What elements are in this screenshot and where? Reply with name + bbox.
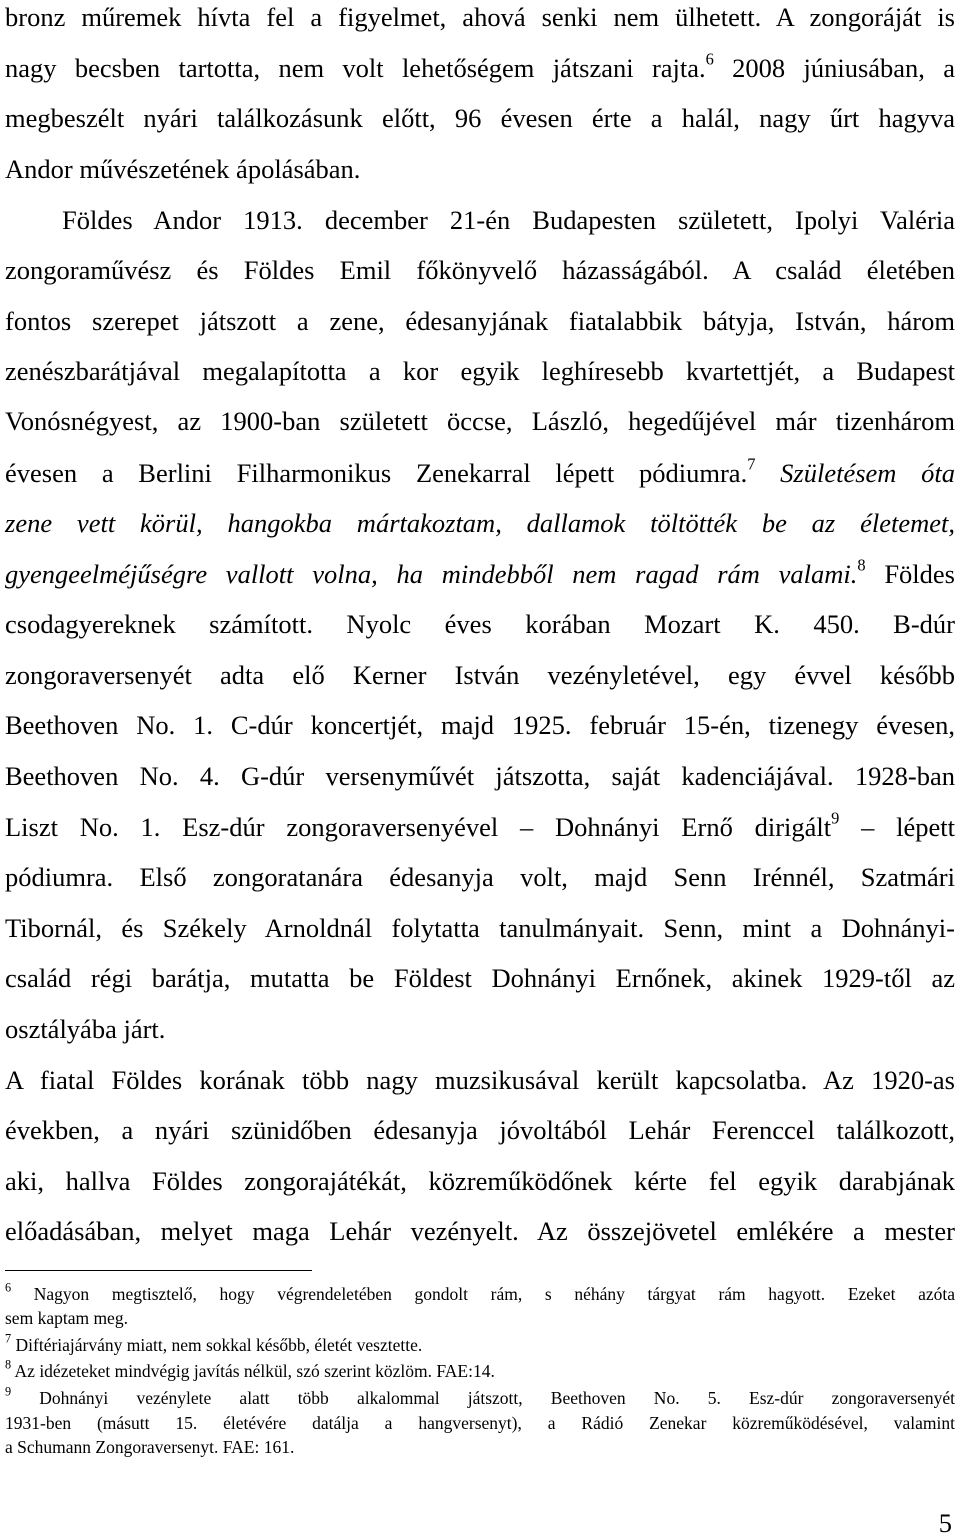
body-line [5, 406, 955, 436]
body-line [5, 356, 955, 386]
italic-quote: gyengeelméjűségre vallott volna, ha mindebből nem ragad rám valami. [5, 559, 858, 589]
body-line [5, 660, 955, 690]
body-line [5, 508, 955, 538]
body-line [5, 1166, 955, 1196]
italic-quote: Születésem óta [780, 458, 956, 488]
body-line [5, 1216, 955, 1246]
body-line [5, 1014, 165, 1044]
body-line [5, 555, 955, 589]
footnote-ref: 8 [857, 555, 866, 575]
body-line [5, 1065, 955, 1095]
text-run: Földes Andor 1913. december 21-én Budapesten született, Ipolyi Valéria [62, 205, 955, 235]
text-run: Nagyon megtisztelő, hogy végrendeletében gondolt rám, s néhány tárgyat rám hagyott. Ezeket azóta [11, 1284, 955, 1304]
text-run: Beethoven No. 1. C-dúr koncertjét, majd 1925. február 15-én, tizenegy évesen, [5, 710, 955, 740]
footnote-line [5, 1412, 955, 1434]
body-line [5, 808, 955, 842]
text-run: nagy becsben tartotta, nem volt lehetőségem játszani rajta. [5, 53, 706, 83]
footnote-ref: 6 [705, 49, 714, 69]
text-run: évesen a Berlini Filharmonikus Zenekarral lépett pódiumra. [5, 458, 748, 488]
body-line [5, 1115, 955, 1145]
body-line [5, 761, 955, 791]
text-run: Tibornál, és Székely Arnoldnál folytatta tanulmányait. Senn, mint a Dohnányi- [5, 913, 955, 943]
body-line [5, 255, 955, 285]
text-run: zenészbarátjával megalapította a kor egyik leghíresebb kvartettjét, a Budapest [5, 356, 955, 386]
text-run: sem kaptam meg. [5, 1308, 128, 1328]
text-run: 1931-ben (másutt 15. életévére datálja a hangversenyt), a Rádió Zenekar közreműködésével, valamint [5, 1413, 955, 1433]
footnote-ref: 9 [831, 808, 840, 828]
text-run: Beethoven No. 4. G-dúr versenyművét játszotta, saját kadenciájával. 1928-ban [5, 761, 955, 791]
footnote-line [5, 1436, 294, 1458]
text-run: előadásában, melyet maga Lehár vezényelt. Az összejövetel emlékére a mester [5, 1216, 955, 1246]
body-line [5, 306, 955, 336]
text-run: csodagyereknek számított. Nyolc éves korában Mozart K. 450. B-dúr [5, 609, 955, 639]
text-run: Andor művészetének ápolásában. [5, 154, 361, 184]
text-run: bronz műremek hívta fel a figyelmet, ahová senki nem ülhetett. A zongoráját is [5, 2, 955, 32]
body-line [5, 862, 955, 892]
text-run: Dohnányi vezénylete alatt több alkalommal játszott, Beethoven No. 5. Esz-dúr zongoraversenyét [11, 1388, 955, 1408]
text-run: pódiumra. Első zongoratanára édesanyja volt, majd Senn Irénnél, Szatmári [5, 862, 955, 892]
footnote-separator [5, 1270, 312, 1271]
footnote-line [5, 1357, 495, 1382]
body-line [62, 205, 955, 235]
text-run: zongoraversenyét adta elő Kerner István vezényletével, egy évvel később [5, 660, 955, 690]
footnote-ref: 7 [747, 454, 756, 474]
body-line [5, 454, 956, 488]
text-run: Földes [865, 559, 955, 589]
text-run: Diftériajárvány miatt, nem sokkal később, életét vesztette. [11, 1335, 423, 1355]
text-run: Liszt No. 1. Esz-dúr zongoraversenyével – Dohnányi Ernő dirigált [5, 812, 832, 842]
footnote-line [5, 1384, 955, 1409]
text-run: zongoraművész és Földes Emil főkönyvelő házasságából. A család életében [5, 255, 955, 285]
text-run: megbeszélt nyári találkozásunk előtt, 96 évesen érte a halál, nagy űrt hagyva [5, 103, 955, 133]
body-line [5, 103, 955, 133]
text-run: Az idézeteket mindvégig javítás nélkül, szó szerint közlöm. FAE:14. [11, 1361, 495, 1381]
body-line [5, 154, 360, 184]
text-run: – lépett [839, 812, 955, 842]
page-number: 5 [938, 1508, 952, 1538]
body-line [5, 609, 955, 639]
footnote-line [5, 1307, 128, 1329]
text-run: aki, hallva Földes zongorajátékát, közreműködőnek kérte fel egyik darabjának [5, 1166, 955, 1196]
text-run: fontos szerepet játszott a zene, édesanyjának fiatalabbik bátyja, István, három [5, 306, 955, 336]
body-line [5, 963, 955, 993]
body-line [5, 49, 956, 83]
body-line [5, 913, 955, 943]
footnote-line [5, 1280, 955, 1305]
footnote-line [5, 1331, 423, 1356]
text-run: A fiatal Földes korának több nagy muzsikusával került kapcsolatba. Az 1920-as [5, 1065, 955, 1095]
text-run: 2008 júniusában, a [713, 53, 956, 83]
text-run: években, a nyári szünidőben édesanyja jóvoltából Lehár Ferenccel találkozott, [5, 1115, 955, 1145]
text-run: osztályába járt. [5, 1014, 166, 1044]
text-run: a Schumann Zongoraversenyt. FAE: 161. [5, 1437, 295, 1457]
italic-quote: zene vett körül, hangokba mártakoztam, dallamok töltötték be az életemet, [5, 508, 955, 538]
body-line [5, 710, 955, 740]
text-run: Vonósnégyest, az 1900-ban született öccse, László, hegedűjével már tizenhárom [5, 406, 955, 436]
text-run: család régi barátja, mutatta be Földest Dohnányi Ernőnek, akinek 1929-től az [5, 963, 955, 993]
footnote-ref: 6 [5, 1280, 12, 1295]
footnote-ref: 7 [5, 1331, 12, 1346]
footnote-ref: 9 [5, 1384, 12, 1399]
body-line [5, 2, 955, 32]
footnote-ref: 8 [5, 1357, 12, 1372]
text-run [755, 458, 780, 488]
